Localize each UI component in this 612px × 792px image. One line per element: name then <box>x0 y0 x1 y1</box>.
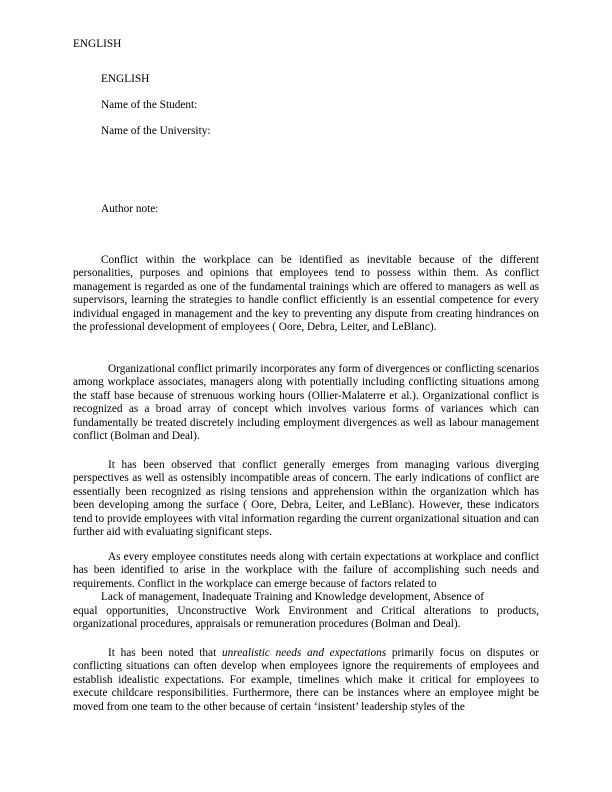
paragraph-1 <box>73 254 539 334</box>
paragraph-3 <box>73 459 539 539</box>
running-head: ENGLISH <box>73 38 122 50</box>
paragraph-4-factors-line: Lack of management, Inadequate Training and Knowledge development, Absence of <box>101 591 485 604</box>
paragraph-4-continuation: equal opportunities, Unconstructive Work Environment and Critical alterations to products, organizational procedures, appraisals or remuneration procedures (Bolman and Deal). <box>73 604 539 631</box>
paragraph-1-text: Conflict within the workplace can be identified as inevitable because of the different personalities, purposes and opinions that employees tend to possess within them. As conflict management is regarded as one of the fundamental trainings which are offered to managers as well as supervisors, learning the strategies to handle conflict efficiently is an essential competence for every individual engaged in management and the key to preventing any dispute from creating hindrances on the professional development of employees ( Oore, Debra, Leiter, and LeBlanc). <box>73 254 539 334</box>
paragraph-3-text: It has been observed that conflict generally emerges from managing various diverging perspectives as well as ostensibly incompatible areas of concern. The early indications of conflict are essentially been recognized as rising tensions and apprehension within the organization which has been developing among the surface ( Oore, Debra, Leiter, and LeBlanc). However, these indicators tend to provide employees with vital information regarding the current organizational situation and can further aid with evaluating significant steps. <box>73 459 539 539</box>
paragraph-5-rest: primarily focus on disputes or conflicting situations can often develop when employees ignore the requirements of employees and establish idealistic expectations. For example, timelines which make it critical for employees to execute childcare responsibilities. Furthermore, there can be instances where an employee might be moved from one team to the other because of certain ‘insistent’ leadership styles of the <box>73 647 540 713</box>
student-name-label: Name of the Student: <box>101 99 198 111</box>
paragraph-5 <box>73 647 539 714</box>
paragraph-5-italic: unrealistic needs and expectations <box>221 647 387 659</box>
paragraph-5-text <box>73 647 539 714</box>
document-title: ENGLISH <box>101 73 150 85</box>
paragraph-5-intro: It has been noted that <box>108 647 217 659</box>
paragraph-2-text: Organizational conflict primarily incorporates any form of divergences or conflicting scenarios among workplace associates, managers along with potentially including conflicting situations among the staff base because of strenuous working hours (Ollier-Malaterre et al.). Organizational conflict is recognized as a broad array of concept which involves various forms of variances which can fundamentally be treated discretely including employment divergences as well as labour management conflict (Bolman and Deal). <box>73 363 539 443</box>
author-note-label: Author note: <box>101 203 159 215</box>
paragraph-2 <box>73 363 539 443</box>
university-name-label: Name of the University: <box>101 125 211 137</box>
paragraph-4-text: As every employee constitutes needs along with certain expectations at workplace and conflict has been identified to arise in the workplace with the failure of accomplishing such needs and requirements. Conflict in the workplace can emerge because of factors related to <box>73 551 539 590</box>
paragraph-4 <box>73 551 539 631</box>
